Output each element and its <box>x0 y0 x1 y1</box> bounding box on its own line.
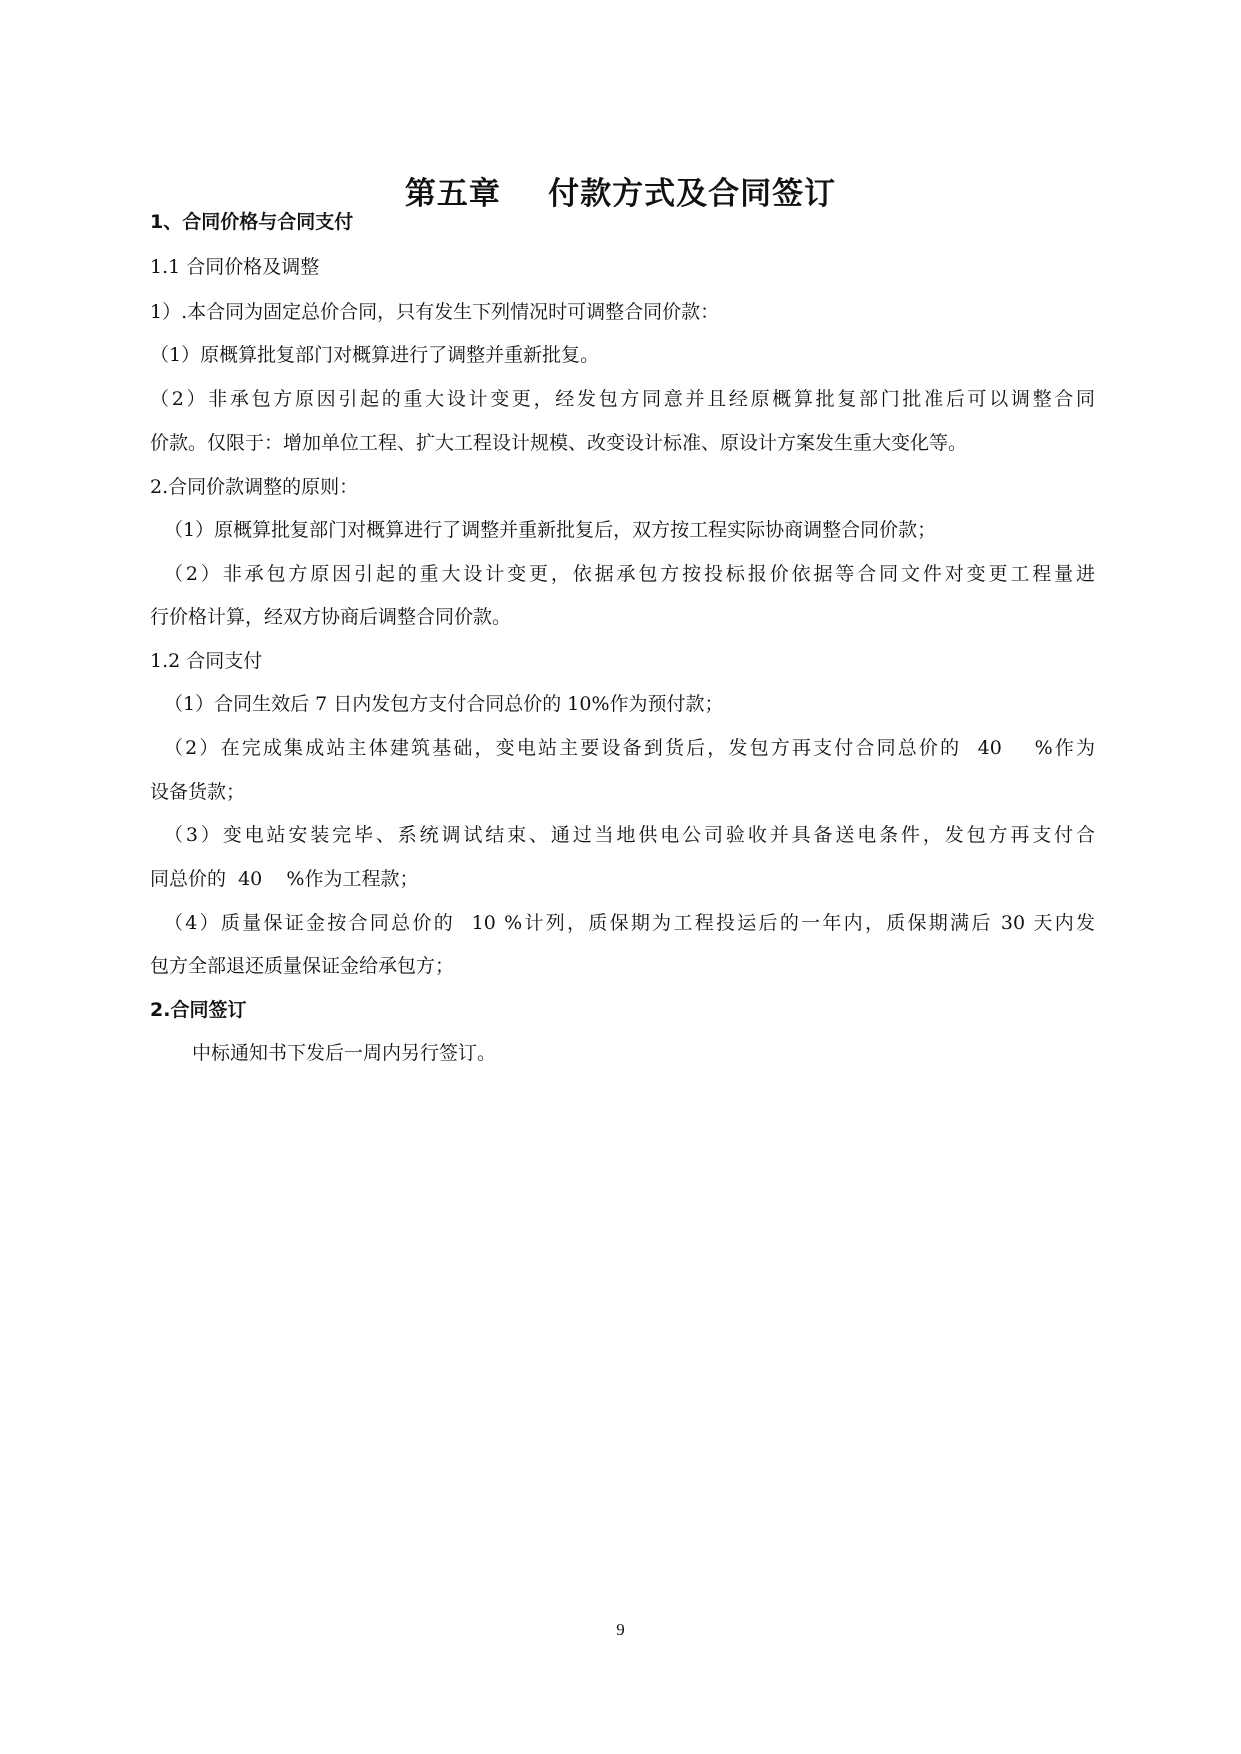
list-item-adjust-2-line2: 价款。仅限于：增加单位工程、扩大工程设计规模、改变设计标准、原设计方案发生重大变化等。 <box>150 432 968 454</box>
payment-item-2-line1: （2）在完成集成站主体建筑基础，变电站主要设备到货后，发包方再支付合同总价的 40 %作为 <box>164 737 1095 759</box>
subsection-1-1-heading: 1.1 合同价格及调整 <box>150 256 320 278</box>
payment-item-3-line2: 同总价的 40 %作为工程款； <box>150 868 419 890</box>
chapter-title: 第五章 付款方式及合同签订 <box>404 176 837 212</box>
section-2-heading: 2.合同签订 <box>150 999 247 1021</box>
paragraph-fixed-price: 1）.本合同为固定总价合同，只有发生下列情况时可调整合同价款： <box>150 301 720 323</box>
list-item-adjust-1: （1）原概算批复部门对概算进行了调整并重新批复。 <box>150 344 600 366</box>
section-1-heading: 1、合同价格与合同支付 <box>150 211 354 233</box>
principles-heading: 2.合同价款调整的原则： <box>150 476 359 498</box>
principle-item-2-line1: （2）非承包方原因引起的重大设计变更，依据承包方按投标报价依据等合同文件对变更工程量进 <box>164 563 1095 585</box>
list-item-adjust-2-line1: （2）非承包方原因引起的重大设计变更，经发包方同意并且经原概算批复部门批准后可以调整合同 <box>150 388 1095 410</box>
payment-item-4-line2: 包方全部退还质量保证金给承包方； <box>150 955 455 977</box>
payment-item-1: （1）合同生效后 7 日内发包方支付合同总价的 10%作为预付款； <box>164 693 724 715</box>
subsection-1-2-heading: 1.2 合同支付 <box>150 650 263 672</box>
payment-item-2-line2: 设备货款； <box>150 781 246 803</box>
section-2-body: 中标通知书下发后一周内另行签订。 <box>192 1042 497 1064</box>
principle-item-1: （1）原概算批复部门对概算进行了调整并重新批复后，双方按工程实际协商调整合同价款； <box>164 519 937 541</box>
principle-item-2-line2: 行价格计算，经双方协商后调整合同价款。 <box>150 606 512 628</box>
page-number: 9 <box>616 1620 625 1639</box>
payment-item-3-line1: （3）变电站安装完毕、系统调试结束、通过当地供电公司验收并具备送电条件，发包方再支付合 <box>164 824 1095 846</box>
payment-item-4-line1: （4）质量保证金按合同总价的 10 %计列，质保期为工程投运后的一年内，质保期满后 30 天内发 <box>164 912 1095 934</box>
